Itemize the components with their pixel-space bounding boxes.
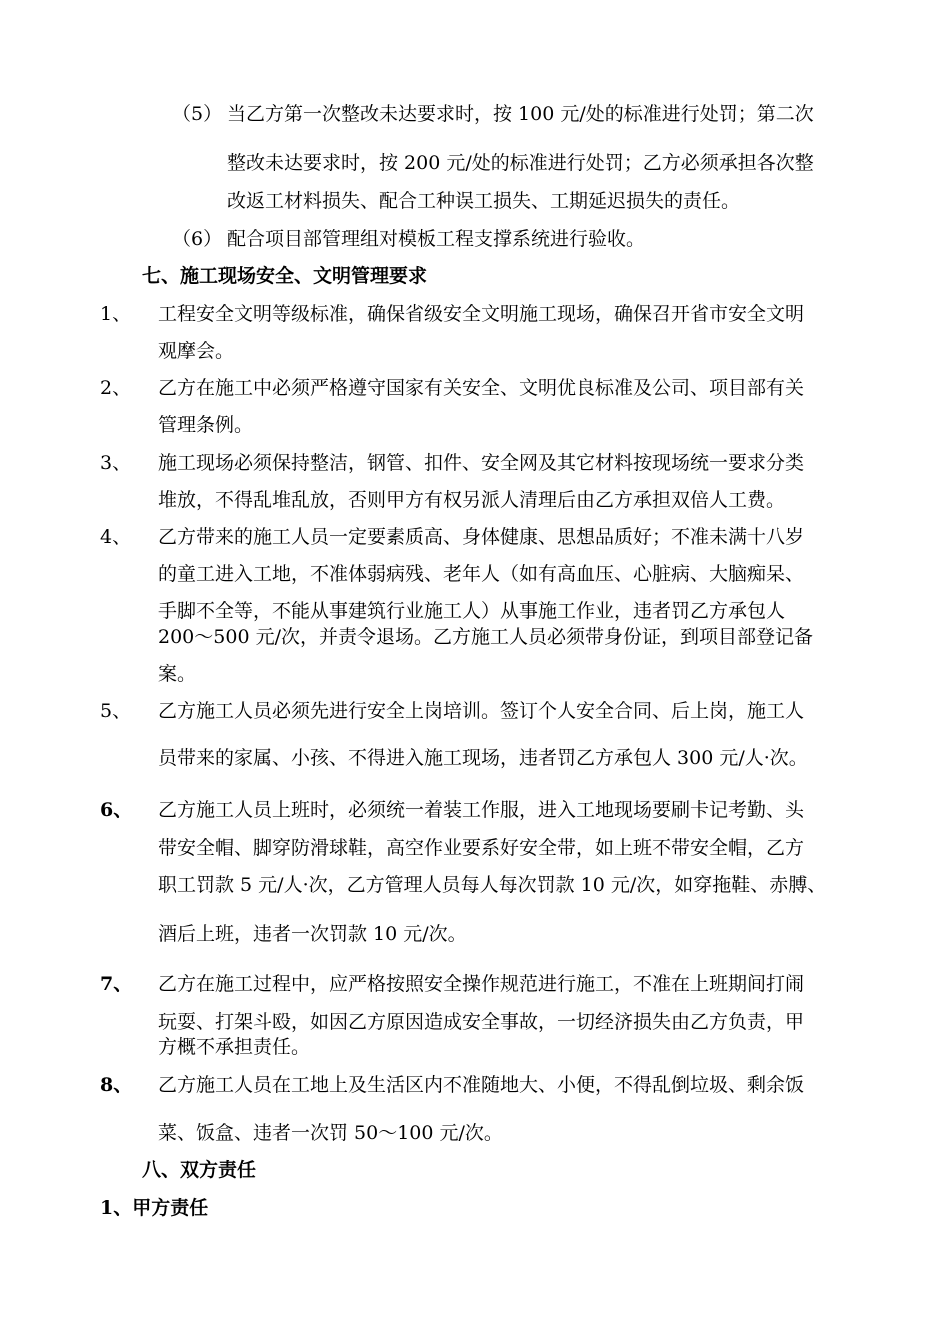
s7-item-2-line-2: 管理条例。: [158, 414, 254, 436]
s7-item-4-line-5: 案。: [158, 663, 197, 685]
s7-item-4-line-3: 手脚不全等，不能从事建筑行业施工人）从事施工作业，违者罚乙方承包人: [158, 600, 786, 622]
s7-item-7-line-1: 乙方在施工过程中，应严格按照安全操作规范进行施工，不准在上班期间打闹: [158, 973, 805, 995]
s7-item-1-line-2: 观摩会。: [158, 340, 235, 362]
s7-item-6-line-2: 带安全帽、脚穿防滑球鞋，高空作业要系好安全带，如上班不带安全帽，乙方: [158, 837, 805, 859]
s7-item-2-line-1: 乙方在施工中必须严格遵守国家有关安全、文明优良标准及公司、项目部有关: [158, 377, 805, 399]
item-5-number: （5）: [172, 103, 223, 125]
s7-item-4-number: 4、: [100, 526, 132, 548]
s7-item-8-number: 8、: [100, 1074, 133, 1096]
item-6-line-1: 配合项目部管理组对模板工程支撑系统进行验收。: [227, 228, 646, 250]
s7-item-3-line-2: 堆放，不得乱堆乱放，否则甲方有权另派人清理后由乙方承担双倍人工费。: [158, 489, 786, 511]
s7-item-3-number: 3、: [100, 452, 132, 474]
section-8-sub-1: 1、甲方责任: [100, 1197, 209, 1219]
s7-item-3-line-1: 施工现场必须保持整洁，钢管、扣件、安全网及其它材料按现场统一要求分类: [158, 452, 805, 474]
s7-item-6-number: 6、: [100, 799, 133, 821]
item-5-line-3: 改返工材料损失、配合工种误工损失、工期延迟损失的责任。: [227, 190, 741, 212]
item-5-line-1: 当乙方第一次整改未达要求时，按 100 元/处的标准进行处罚；第二次: [227, 103, 814, 125]
s7-item-7-line-2: 玩耍、打架斗殴，如因乙方原因造成安全事故，一切经济损失由乙方负责，甲: [158, 1011, 805, 1033]
s7-item-4-line-2: 的童工进入工地，不准体弱病残、老年人（如有高血压、心脏病、大脑痴呆、: [158, 563, 805, 585]
s7-item-6-line-4: 酒后上班，违者一次罚款 10 元/次。: [158, 923, 467, 945]
s7-item-6-line-3: 职工罚款 5 元/人·次，乙方管理人员每人每次罚款 10 元/次，如穿拖鞋、赤膊、: [158, 874, 827, 896]
item-5-line-2: 整改未达要求时，按 200 元/处的标准进行处罚；乙方必须承担各次整: [227, 152, 814, 174]
s7-item-8-line-1: 乙方施工人员在工地上及生活区内不准随地大、小便，不得乱倒垃圾、剩余饭: [158, 1074, 805, 1096]
s7-item-7-line-3: 方概不承担责任。: [158, 1036, 311, 1058]
s7-item-5-number: 5、: [100, 700, 132, 722]
section-7-heading: 七、施工现场安全、文明管理要求: [142, 265, 428, 287]
s7-item-5-line-1: 乙方施工人员必须先进行安全上岗培训。签订个人安全合同、后上岗，施工人: [158, 700, 805, 722]
s7-item-8-line-2: 菜、饭盒、违者一次罚 50～100 元/次。: [158, 1122, 503, 1144]
item-6-number: （6）: [172, 228, 223, 250]
s7-item-6-line-1: 乙方施工人员上班时，必须统一着装工作服，进入工地现场要刷卡记考勤、头: [158, 799, 805, 821]
s7-item-1-number: 1、: [100, 303, 132, 325]
s7-item-1-line-1: 工程安全文明等级标准，确保省级安全文明施工现场，确保召开省市安全文明: [158, 303, 805, 325]
s7-item-5-line-2: 员带来的家属、小孩、不得进入施工现场，违者罚乙方承包人 300 元/人·次。: [158, 747, 808, 769]
s7-item-4-line-1: 乙方带来的施工人员一定要素质高、身体健康、思想品质好；不准未满十八岁: [158, 526, 805, 548]
section-8-heading: 八、双方责任: [142, 1159, 257, 1181]
s7-item-4-line-4: 200～500 元/次，并责令退场。乙方施工人员必须带身份证，到项目部登记备: [158, 626, 813, 648]
s7-item-7-number: 7、: [100, 973, 133, 995]
s7-item-2-number: 2、: [100, 377, 132, 399]
